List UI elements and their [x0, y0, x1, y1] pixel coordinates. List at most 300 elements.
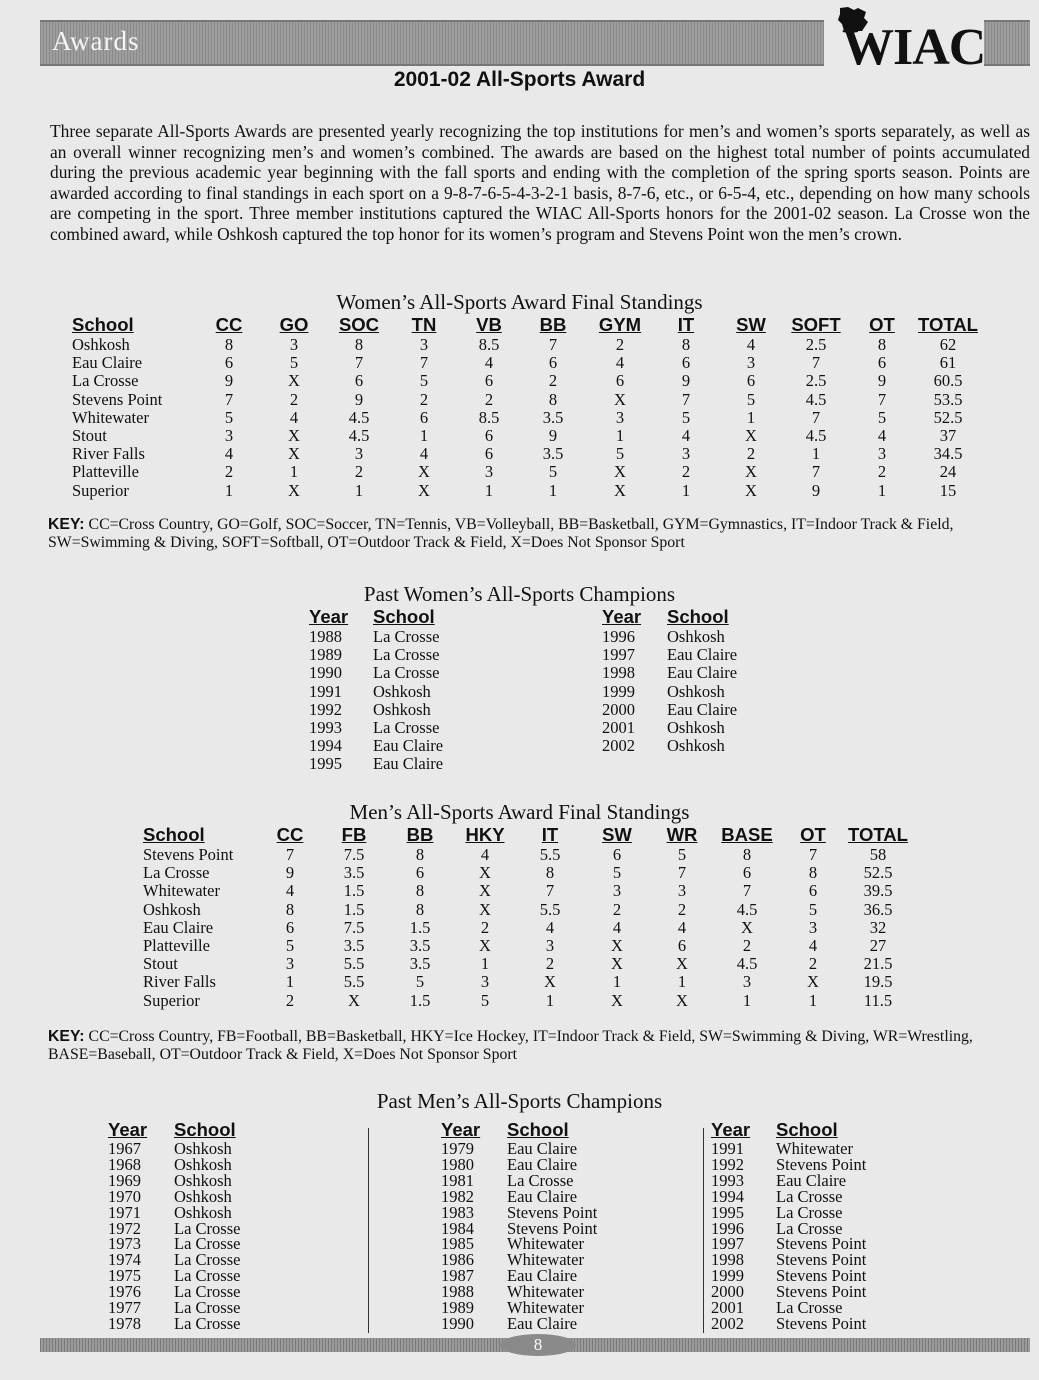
school-cell: Eau Claire: [373, 754, 444, 774]
score-cell: 1.5: [409, 917, 431, 937]
score-cell: 1: [285, 972, 295, 992]
score-cell: 52.5: [933, 407, 963, 427]
school-cell: Stevens Point: [776, 1154, 867, 1174]
score-cell: X: [479, 936, 491, 955]
score-cell: 5: [480, 990, 490, 1010]
year-cell: 1993: [711, 1170, 744, 1190]
score-cell: 1: [746, 407, 756, 427]
column-header: Year: [441, 1119, 481, 1140]
score-cell: 2: [612, 899, 622, 919]
year-cell: 1994: [309, 736, 342, 756]
score-cell: 4: [480, 845, 490, 864]
school-cell: Eau Claire: [507, 1266, 578, 1286]
score-cell: X: [614, 462, 626, 482]
school-cell: Whitewater: [507, 1282, 584, 1302]
score-cell: 4: [285, 881, 295, 901]
score-cell: 1: [484, 480, 494, 500]
score-cell: 2: [677, 899, 687, 919]
column-header: IT: [541, 824, 559, 845]
score-cell: 5: [746, 389, 756, 409]
score-cell: 7: [742, 881, 752, 901]
year-cell: 1982: [441, 1186, 474, 1206]
school-cell: Eau Claire: [667, 645, 738, 665]
school-cell: Eau Claire: [373, 736, 444, 756]
year-cell: 1998: [602, 663, 635, 683]
year-cell: 1989: [309, 645, 342, 665]
score-cell: 34.5: [933, 444, 963, 464]
score-cell: 1: [545, 990, 555, 1010]
year-cell: 1998: [711, 1250, 744, 1270]
column-header: OT: [800, 824, 826, 845]
score-cell: 9: [548, 426, 558, 445]
score-cell: 3: [677, 881, 687, 901]
school-cell: Oshkosh: [373, 699, 431, 719]
score-cell: 6: [612, 845, 622, 864]
men-key: [48, 1028, 1033, 1064]
year-cell: 1992: [309, 699, 342, 719]
score-cell: 19.5: [863, 972, 893, 992]
score-cell: 36.5: [863, 899, 893, 919]
score-cell: 5: [615, 444, 625, 464]
wiac-logo: WIAC: [842, 19, 986, 76]
score-cell: X: [611, 936, 623, 955]
score-cell: X: [741, 917, 753, 937]
score-cell: 11.5: [863, 990, 893, 1010]
score-cell: 37: [939, 426, 957, 445]
score-cell: 8: [285, 899, 295, 919]
score-cell: 1: [612, 972, 622, 992]
column-header: SOC: [338, 314, 380, 335]
year-cell: 1987: [441, 1266, 474, 1286]
score-cell: X: [479, 881, 491, 901]
school-cell: Whitewater: [507, 1298, 584, 1317]
score-cell: 7: [677, 863, 687, 883]
year-cell: 1985: [441, 1234, 474, 1254]
school-name: Whitewater: [143, 881, 220, 901]
school-name: Eau Claire: [143, 917, 214, 937]
score-cell: 2: [419, 389, 429, 409]
column-header: School: [776, 1119, 838, 1140]
year-cell: 2001: [602, 718, 635, 737]
score-cell: 3: [354, 444, 364, 464]
year-cell: 1968: [108, 1154, 141, 1174]
score-cell: X: [676, 954, 688, 974]
school-name: Stevens Point: [143, 845, 234, 864]
year-cell: 1988: [441, 1282, 474, 1302]
column-header: Year: [309, 606, 349, 627]
school-name: River Falls: [72, 444, 145, 464]
school-cell: Oshkosh: [667, 681, 725, 701]
year-cell: 1999: [602, 681, 635, 701]
men-key-label: KEY:: [48, 1028, 85, 1045]
score-cell: 1: [480, 954, 490, 974]
score-cell: X: [611, 990, 623, 1010]
column-header: CC: [215, 314, 243, 335]
school-cell: La Crosse: [373, 718, 440, 737]
school-cell: Oshkosh: [174, 1154, 232, 1174]
school-name: Whitewater: [72, 407, 149, 427]
score-cell: 6: [877, 353, 887, 373]
school-cell: Oshkosh: [174, 1139, 232, 1158]
school-cell: Oshkosh: [174, 1170, 232, 1190]
year-cell: 1981: [441, 1170, 474, 1190]
school-name: Oshkosh: [143, 899, 201, 919]
year-cell: 1993: [309, 718, 342, 737]
score-cell: 5: [415, 972, 425, 992]
score-cell: X: [479, 863, 491, 883]
score-cell: 8: [548, 389, 558, 409]
score-cell: 27: [869, 936, 887, 955]
school-cell: Eau Claire: [667, 663, 738, 683]
score-cell: 6: [746, 371, 756, 391]
school-cell: Eau Claire: [507, 1313, 578, 1333]
score-cell: 2: [289, 389, 299, 409]
score-cell: 5: [612, 863, 622, 883]
score-cell: 8: [681, 335, 691, 354]
score-cell: 2: [545, 954, 555, 974]
school-cell: La Crosse: [776, 1298, 843, 1317]
score-cell: 6: [808, 881, 818, 901]
score-cell: 3.5: [343, 936, 365, 955]
score-cell: 1: [615, 426, 625, 445]
score-cell: 2: [742, 936, 752, 955]
column-header: Year: [602, 606, 642, 627]
score-cell: 5: [877, 407, 887, 427]
score-cell: 3: [480, 972, 490, 992]
score-cell: 8: [808, 863, 818, 883]
score-cell: X: [288, 426, 300, 445]
school-name: Stout: [143, 954, 178, 974]
column-header: OT: [869, 314, 895, 335]
year-cell: 1986: [441, 1250, 474, 1270]
column-header: School: [667, 606, 729, 627]
score-cell: 6: [681, 353, 691, 373]
school-name: Superior: [72, 480, 129, 500]
year-cell: 1979: [441, 1139, 474, 1158]
school-name: Stevens Point: [72, 389, 163, 409]
score-cell: 7.5: [343, 845, 365, 864]
score-cell: 5.5: [343, 972, 365, 992]
score-cell: X: [745, 480, 757, 500]
column-header: School: [174, 1119, 236, 1140]
score-cell: 8: [877, 335, 887, 354]
score-cell: 9: [224, 371, 234, 391]
score-cell: 7.5: [343, 917, 365, 937]
score-cell: 3: [612, 881, 622, 901]
score-cell: 4: [419, 444, 429, 464]
year-cell: 1995: [309, 754, 342, 774]
year-cell: 1996: [711, 1218, 744, 1238]
score-cell: 6: [285, 917, 295, 937]
score-cell: X: [288, 480, 300, 500]
score-cell: 2: [615, 335, 625, 354]
score-cell: 2: [285, 990, 295, 1010]
year-cell: 1967: [108, 1139, 141, 1158]
score-cell: 6: [484, 426, 494, 445]
school-name: Oshkosh: [72, 335, 130, 354]
score-cell: 7: [285, 845, 295, 864]
school-cell: La Crosse: [373, 645, 440, 665]
year-cell: 2002: [711, 1313, 744, 1333]
score-cell: 3: [484, 462, 494, 482]
score-cell: 3.5: [542, 407, 564, 427]
column-header: TOTAL: [918, 314, 978, 335]
score-cell: 58: [869, 845, 887, 864]
year-cell: 1970: [108, 1186, 141, 1206]
score-cell: 4: [615, 353, 625, 373]
score-cell: 9: [811, 480, 821, 500]
score-cell: 8: [742, 845, 752, 864]
school-cell: La Crosse: [373, 663, 440, 683]
year-cell: 1995: [711, 1202, 744, 1222]
score-cell: 7: [811, 462, 821, 482]
year-cell: 1973: [108, 1234, 141, 1254]
school-cell: La Crosse: [174, 1250, 241, 1270]
score-cell: 3: [877, 444, 887, 464]
score-cell: 7: [808, 845, 818, 864]
women-key-label: KEY:: [48, 516, 85, 533]
year-cell: 1969: [108, 1170, 141, 1190]
score-cell: 32: [869, 917, 887, 937]
school-cell: La Crosse: [174, 1266, 241, 1286]
score-cell: 4: [808, 936, 818, 955]
score-cell: 5: [677, 845, 687, 864]
school-cell: La Crosse: [174, 1282, 241, 1302]
score-cell: 6: [419, 407, 429, 427]
column-header: School: [373, 606, 435, 627]
score-cell: 5: [285, 936, 295, 955]
year-cell: 1975: [108, 1266, 141, 1286]
score-cell: 1: [742, 990, 752, 1010]
page-number: 8: [500, 1334, 576, 1356]
school-name: La Crosse: [143, 863, 210, 883]
year-cell: 1989: [441, 1298, 474, 1317]
score-cell: 4.5: [348, 426, 370, 445]
school-name: Platteville: [72, 462, 139, 482]
score-cell: 2: [548, 371, 558, 391]
score-cell: 3: [285, 954, 295, 974]
year-cell: 2000: [711, 1282, 744, 1302]
score-cell: 1: [548, 480, 558, 500]
score-cell: X: [807, 972, 819, 992]
school-cell: Whitewater: [507, 1234, 584, 1254]
school-cell: Stevens Point: [507, 1218, 598, 1238]
school-cell: Eau Claire: [507, 1154, 578, 1174]
score-cell: X: [288, 444, 300, 464]
score-cell: 3.5: [409, 954, 431, 974]
column-header: CC: [276, 824, 304, 845]
school-cell: Eau Claire: [507, 1186, 578, 1206]
year-cell: 2001: [711, 1298, 744, 1317]
score-cell: 4: [681, 426, 691, 445]
score-cell: 7: [811, 407, 821, 427]
score-cell: 6: [484, 371, 494, 391]
year-cell: 1978: [108, 1313, 141, 1333]
score-cell: 2: [484, 389, 494, 409]
score-cell: 5: [808, 899, 818, 919]
school-cell: La Crosse: [776, 1202, 843, 1222]
score-cell: 2: [224, 462, 234, 482]
score-cell: 8: [354, 335, 364, 354]
school-cell: Stevens Point: [776, 1282, 867, 1302]
year-cell: 1971: [108, 1202, 141, 1222]
year-cell: 1994: [711, 1186, 744, 1206]
score-cell: 3: [615, 407, 625, 427]
year-cell: 2002: [602, 736, 635, 756]
school-cell: Stevens Point: [776, 1250, 867, 1270]
year-cell: 1990: [441, 1313, 474, 1333]
column-header: SW: [736, 314, 766, 335]
year-cell: 1990: [309, 663, 342, 683]
score-cell: 8: [415, 881, 425, 901]
score-cell: 4: [677, 917, 687, 937]
column-header: GO: [279, 314, 309, 335]
school-name: Platteville: [143, 936, 210, 955]
score-cell: 9: [285, 863, 295, 883]
score-cell: 3: [808, 917, 818, 937]
score-cell: 4: [289, 407, 299, 427]
year-cell: 1977: [108, 1298, 141, 1317]
score-cell: X: [544, 972, 556, 992]
school-cell: Oshkosh: [667, 718, 725, 737]
school-name: La Crosse: [72, 371, 139, 391]
column-header: Year: [711, 1119, 751, 1140]
year-cell: 2000: [602, 699, 635, 719]
school-cell: Stevens Point: [776, 1266, 867, 1286]
score-cell: 5: [224, 407, 234, 427]
score-cell: 2.5: [805, 371, 827, 391]
score-cell: 8: [224, 335, 234, 354]
score-cell: 8: [415, 899, 425, 919]
year-cell: 1991: [711, 1139, 744, 1158]
score-cell: 2: [808, 954, 818, 974]
score-cell: X: [418, 480, 430, 500]
score-cell: 5: [289, 353, 299, 373]
score-cell: 61: [939, 353, 957, 373]
score-cell: 2: [877, 462, 887, 482]
year-cell: 1999: [711, 1266, 744, 1286]
school-cell: Oshkosh: [174, 1186, 232, 1206]
score-cell: 8.5: [478, 407, 500, 427]
score-cell: 6: [484, 444, 494, 464]
score-cell: 3: [681, 444, 691, 464]
school-cell: La Crosse: [776, 1186, 843, 1206]
column-divider: [703, 1128, 704, 1333]
score-cell: 4.5: [736, 954, 758, 974]
score-cell: 2: [681, 462, 691, 482]
score-cell: 5.5: [539, 845, 561, 864]
score-cell: 7: [548, 335, 558, 354]
school-cell: Stevens Point: [776, 1234, 867, 1254]
score-cell: 6: [615, 371, 625, 391]
column-header: TN: [411, 314, 437, 335]
column-divider: [368, 1128, 369, 1333]
score-cell: 3: [545, 936, 555, 955]
score-cell: 7: [877, 389, 887, 409]
score-cell: X: [745, 426, 757, 445]
score-cell: X: [288, 371, 300, 391]
year-cell: 1974: [108, 1250, 141, 1270]
year-cell: 1991: [309, 681, 342, 701]
score-cell: 6: [224, 353, 234, 373]
school-name: Eau Claire: [72, 353, 143, 373]
school-cell: La Crosse: [776, 1218, 843, 1238]
score-cell: 4: [224, 444, 234, 464]
column-header: HKY: [465, 824, 505, 845]
score-cell: X: [348, 990, 360, 1010]
score-cell: 7: [224, 389, 234, 409]
men-key-text: CC=Cross Country, FB=Football, BB=Basketball, HKY=Ice Hockey, IT=Indoor Track & Field, SW=Swimming & Diving, WR=Wrestling, BASE=Baseball, OT=Outdoor Track & Field, X=Does Not Sponsor Sport: [48, 1028, 973, 1063]
score-cell: 3.5: [343, 863, 365, 883]
school-cell: Whitewater: [507, 1250, 584, 1270]
school-cell: Stevens Point: [507, 1202, 598, 1222]
score-cell: 21.5: [863, 954, 893, 974]
column-header: SW: [602, 824, 632, 845]
score-cell: 1: [354, 480, 364, 500]
score-cell: X: [614, 480, 626, 500]
score-cell: 5: [548, 462, 558, 482]
score-cell: 2.5: [805, 335, 827, 354]
score-cell: 4.5: [348, 407, 370, 427]
score-cell: 4: [484, 353, 494, 373]
school-cell: Eau Claire: [776, 1170, 847, 1190]
school-cell: Oshkosh: [174, 1202, 232, 1222]
score-cell: 1: [224, 480, 234, 500]
score-cell: 1: [877, 480, 887, 500]
score-cell: 6: [415, 863, 425, 883]
school-cell: Stevens Point: [776, 1313, 867, 1333]
score-cell: 7: [354, 353, 364, 373]
score-cell: X: [614, 389, 626, 409]
column-header: GYM: [598, 314, 642, 335]
past-women-title: Past Women’s All-Sports Champions: [363, 582, 676, 606]
year-cell: 1997: [711, 1234, 744, 1254]
score-cell: 4.5: [805, 426, 827, 445]
year-cell: 1997: [602, 645, 635, 665]
school-cell: La Crosse: [174, 1234, 241, 1254]
score-cell: 7: [681, 389, 691, 409]
column-header: FB: [341, 824, 367, 845]
score-cell: 60.5: [933, 371, 963, 391]
score-cell: 4.5: [736, 899, 758, 919]
year-cell: 1976: [108, 1282, 141, 1302]
score-cell: X: [676, 990, 688, 1010]
score-cell: 1.5: [343, 881, 365, 901]
school-name: River Falls: [143, 972, 216, 992]
column-header: School: [72, 314, 134, 335]
score-cell: 4: [877, 426, 887, 445]
score-cell: 2: [480, 917, 490, 937]
school-cell: La Crosse: [174, 1218, 241, 1238]
school-cell: Oshkosh: [667, 627, 725, 646]
score-cell: 1.5: [409, 990, 431, 1010]
score-cell: 3: [289, 335, 299, 354]
year-cell: 1972: [108, 1218, 141, 1238]
score-cell: 7: [419, 353, 429, 373]
column-header: WR: [666, 824, 698, 845]
score-cell: 9: [877, 371, 887, 391]
school-name: Superior: [143, 990, 200, 1010]
women-standings-title: Women’s All-Sports Award Final Standings: [336, 290, 703, 314]
score-cell: 8: [415, 845, 425, 864]
score-cell: 6: [354, 371, 364, 391]
score-cell: 52.5: [863, 863, 893, 883]
score-cell: 39.5: [863, 881, 893, 901]
score-cell: 1.5: [343, 899, 365, 919]
score-cell: 4: [545, 917, 555, 937]
score-cell: 2: [354, 462, 364, 482]
women-key-text: CC=Cross Country, GO=Golf, SOC=Soccer, TN=Tennis, VB=Volleyball, BB=Basketball, GYM=Gymnastics, IT=Indoor Track & Field, SW=Swimming & Diving, SOFT=Softball, OT=Outdoor Track & Field, X=Does Not Sponsor Sport: [48, 516, 954, 551]
